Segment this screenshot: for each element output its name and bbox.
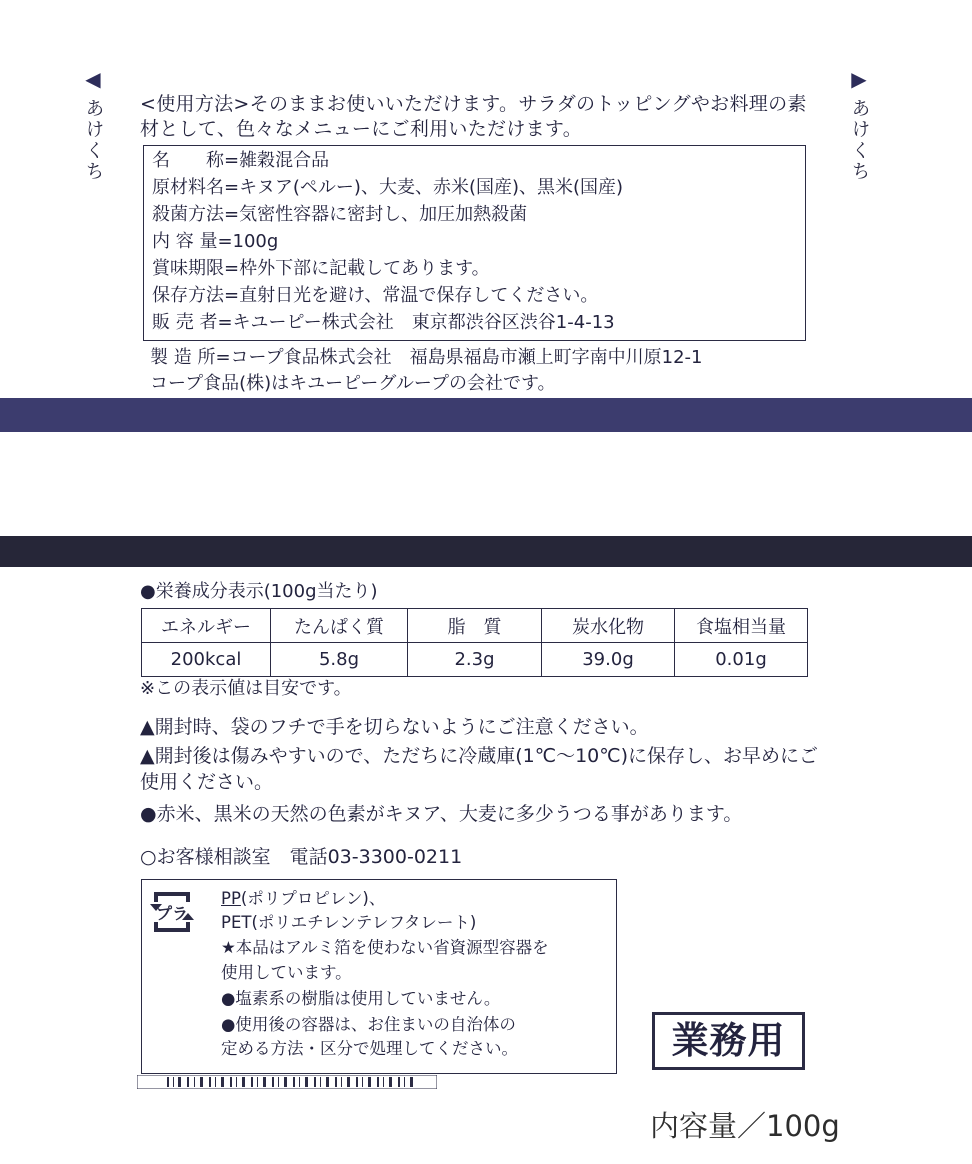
spec-box [143,145,806,341]
nutrition-header: 脂 質 [408,609,542,643]
spec-row-ingredients: 原材料名=キヌア(ペルー)、大麦、赤米(国産)、黒米(国産) [152,177,624,198]
business-use-stamp: 業務用 [652,1012,805,1070]
nutrition-note: ※この表示値は目安です。 [140,678,352,699]
nutrition-value: 0.01g [675,643,808,677]
recycle-pp [221,888,385,910]
open-tab-left[interactable] [78,68,108,182]
maker-line: 製 造 所=コープ食品株式会社 福島県福島市瀬上町字南中川原12-1 [150,347,703,368]
nutrition-value: 2.3g [408,643,542,677]
spec-row-storage: 保存方法=直射日光を避け、常温で保存してください。 [152,285,599,306]
caution-refrigerate: ▲開封後は傷みやすいので、ただちに冷蔵庫(1℃〜10℃)に保存し、お早めにご使用ください。 [140,745,818,793]
nutrition-header-row [142,609,808,643]
recycle-pp-desc: (ポリプロピレン)、 [240,889,386,908]
recycle-line: ●使用後の容器は、お住まいの自治体の [221,1015,516,1034]
caution-color: ●赤米、黒米の天然の色素がキヌア、大麦に多少うつる事があります。 [140,803,743,825]
open-tab-left-label: あけくち [82,98,105,182]
spec-row-content: 内 容 量=100g [152,231,279,252]
open-tab-right[interactable] [844,68,874,182]
recycle-line: ●塩素系の樹脂は使用していません。 [221,989,501,1008]
barcode-strip [137,1075,437,1089]
triangle-left-icon: ◀ [85,67,101,91]
open-tab-right-label: あけくち [848,98,871,182]
recycle-line: 使用しています。 [221,963,352,982]
spec-row-seller: 販 売 者=キユーピー株式会社 東京都渋谷区渋谷1-4-13 [152,312,615,333]
recycle-pet-code: PET [221,913,252,932]
nutrition-header: 炭水化物 [542,609,675,643]
spec-row-expiry: 賞味期限=枠外下部に記載してあります。 [152,258,490,279]
recycle-line: 定める方法・区分で処理してください。 [221,1039,518,1058]
nutrition-value-row [142,643,808,677]
spec-row-sterilize: 殺菌方法=気密性容器に密封し、加圧加熱殺菌 [152,204,528,225]
nutrition-header: たんぱく質 [271,609,408,643]
nutrition-title: ●栄養成分表示(100g当たり) [140,581,378,602]
recycle-pet-desc: (ポリエチレンテレフタレート) [251,913,477,932]
recycle-pp-code: PP [221,889,241,908]
nutrition-table [141,608,808,677]
recycle-pla-icon [146,884,198,940]
nutrition-header: 食塩相当量 [675,609,808,643]
recycle-icon-label: プラ [155,904,189,923]
triangle-right-icon: ▶ [851,67,867,91]
content-amount: 内容量／100g [650,1109,840,1143]
recycle-pet [221,912,476,934]
recycle-line: ★本品はアルミ箔を使わない省資源型容器を [221,938,549,957]
nutrition-value: 200kcal [142,643,271,677]
maker-group-line: コープ食品(株)はキユーピーグループの会社です。 [150,373,556,394]
nutrition-value: 39.0g [542,643,675,677]
band-upper [0,398,972,432]
spec-row-name: 名 称=雑穀混合品 [152,150,330,171]
band-lower [0,536,972,567]
caution-cut: ▲開封時、袋のフチで手を切らないようにご注意ください。 [140,716,649,738]
usage-text: <使用方法>そのままお使いいただけます。サラダのトッピングやお料理の素材として、色々なメニューにご利用いただけます。 [140,93,807,140]
nutrition-value: 5.8g [271,643,408,677]
contact-line: ○お客様相談室 電話03-3300-0211 [140,846,463,868]
nutrition-header: エネルギー [142,609,271,643]
